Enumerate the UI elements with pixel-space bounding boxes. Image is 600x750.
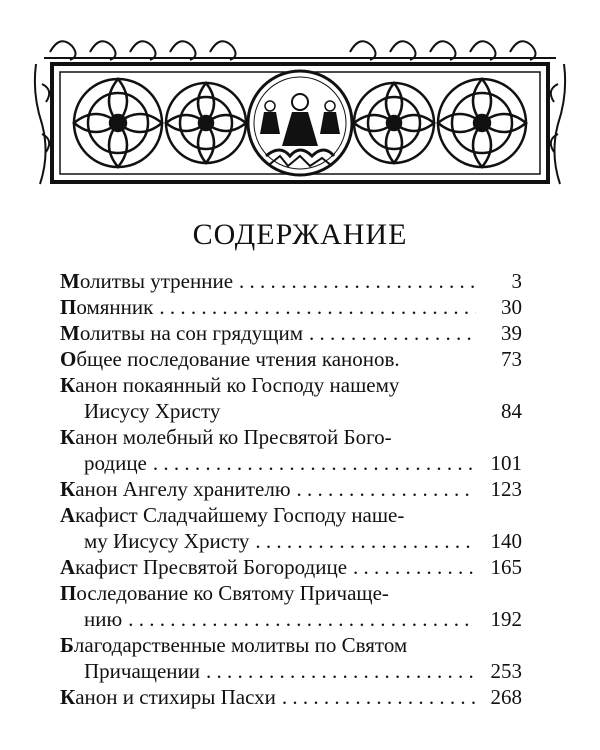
toc-line xyxy=(60,658,522,684)
toc-page-number: 30 xyxy=(501,295,522,319)
toc-entry-title: Причащении xyxy=(84,659,200,683)
toc-page-number: 140 xyxy=(490,529,522,553)
toc-line xyxy=(60,268,522,294)
toc-page-number: 39 xyxy=(501,321,522,345)
dot-leader xyxy=(297,476,476,502)
ornamental-headpiece xyxy=(30,24,570,194)
dot-leader xyxy=(128,606,476,632)
toc-line xyxy=(60,294,522,320)
toc-entry xyxy=(60,554,522,580)
toc-entry-title: Последование ко Святому Причаще- xyxy=(60,581,389,605)
toc-line xyxy=(60,606,522,632)
toc-entry xyxy=(60,424,522,476)
toc-entry-title: родице xyxy=(84,451,147,475)
top-scroll-frieze xyxy=(44,41,556,60)
dot-leader xyxy=(282,684,476,710)
toc-line xyxy=(60,684,522,710)
left-side-scroll xyxy=(35,64,49,184)
toc-entry-title: Акафист Пресвятой Богородице xyxy=(60,555,348,579)
toc-entry xyxy=(60,684,522,710)
rosette-left-1 xyxy=(74,79,162,167)
toc-page-number: 165 xyxy=(490,555,522,579)
toc-line xyxy=(60,632,522,658)
toc-entry xyxy=(60,346,522,372)
toc-entry xyxy=(60,320,522,346)
toc-page-number: 101 xyxy=(490,451,522,475)
toc-page-number: 253 xyxy=(490,659,522,683)
toc-line xyxy=(60,450,522,476)
toc-line xyxy=(60,372,522,398)
toc-line xyxy=(60,528,522,554)
toc-entry-title: Общее последование чтения канонов. xyxy=(60,347,400,371)
toc-entry-title: Канон Ангелу хранителю xyxy=(60,477,291,501)
toc-entry xyxy=(60,372,522,424)
toc-entry-title: Благодарственные молитвы по Святом xyxy=(60,633,408,657)
toc-line xyxy=(60,320,522,346)
toc-entry-title: му Иисусу Христу xyxy=(84,529,250,553)
toc-entry-title: Акафист Сладчайшему Господу наше- xyxy=(60,503,405,527)
toc-entry xyxy=(60,476,522,502)
dot-leader xyxy=(239,268,476,294)
dot-leader xyxy=(353,554,476,580)
toc-line xyxy=(60,502,522,528)
toc-entry xyxy=(60,294,522,320)
toc-line xyxy=(60,554,522,580)
dot-leader xyxy=(309,320,476,346)
dot-leader xyxy=(153,450,476,476)
toc-line xyxy=(60,476,522,502)
toc-page-number: 192 xyxy=(490,607,522,631)
toc-line xyxy=(60,580,522,606)
toc-entry-title: Канон покаянный ко Господу нашему xyxy=(60,373,400,397)
right-side-scroll xyxy=(551,64,565,184)
dot-leader xyxy=(255,528,476,554)
toc-entry xyxy=(60,580,522,632)
transfiguration-icon xyxy=(248,71,352,175)
toc-entry-title: Канон и стихиры Пасхи xyxy=(60,685,276,709)
toc-entry xyxy=(60,268,522,294)
toc-entry-title: Молитвы на сон грядущим xyxy=(60,321,303,345)
toc-page-number: 123 xyxy=(490,477,522,501)
toc-page-number: 84 xyxy=(501,399,522,423)
toc-page-number: 268 xyxy=(490,685,522,709)
toc-entry-title: нию xyxy=(84,607,123,631)
toc-entry-title: Помянник xyxy=(60,295,154,319)
toc-line xyxy=(60,346,522,372)
page-title: СОДЕРЖАНИЕ xyxy=(192,218,408,251)
toc-line xyxy=(60,424,522,450)
toc-page-number: 73 xyxy=(501,347,522,371)
dot-leader xyxy=(159,294,476,320)
dot-leader xyxy=(206,658,476,684)
toc-entry xyxy=(60,502,522,554)
toc-page-number: 3 xyxy=(511,269,522,293)
toc-entry-title: Иисусу Христу xyxy=(84,399,221,423)
rosette-right-2 xyxy=(438,79,526,167)
toc-entry-title: Молитвы утренние xyxy=(60,269,234,293)
toc-entry-title: Канон молебный ко Пресвятой Бого- xyxy=(60,425,392,449)
toc-entry xyxy=(60,632,522,684)
toc-line xyxy=(60,398,522,424)
table-of-contents xyxy=(60,268,522,710)
